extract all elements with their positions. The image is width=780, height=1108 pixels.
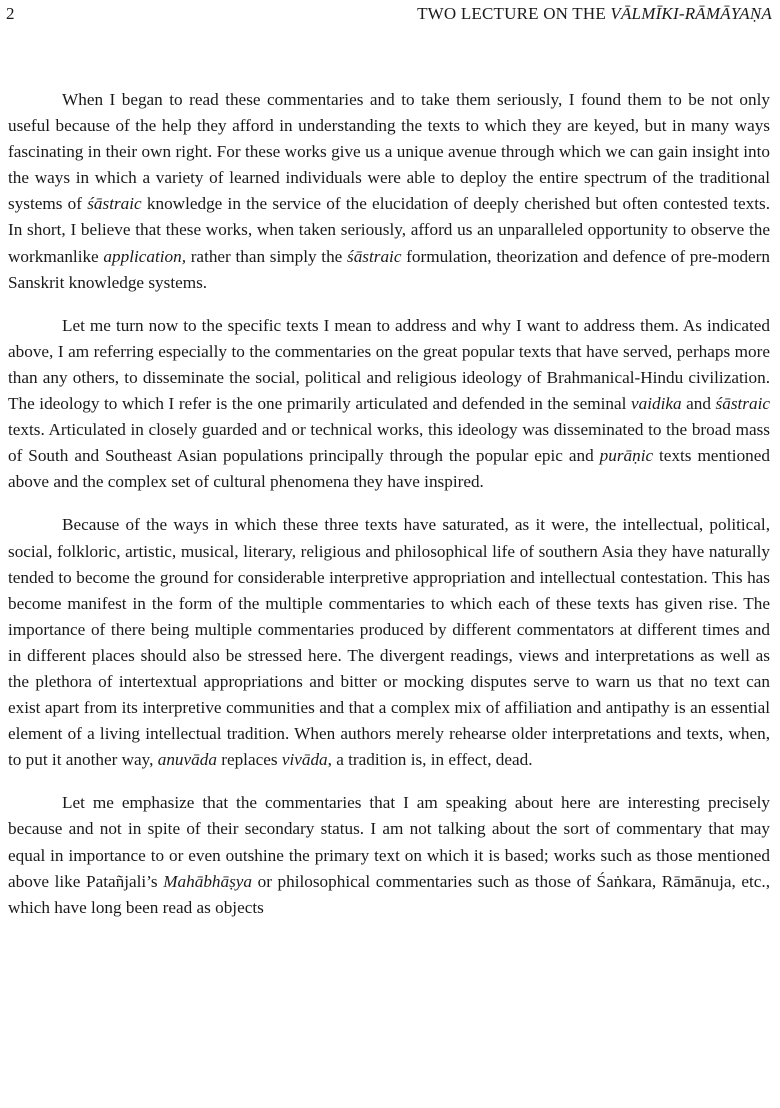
italic-term: anuvāda bbox=[157, 750, 217, 770]
text-segment: When I began to read these commentaries and to take them seriously, I found them to be not only useful because of the help they afford in understanding the texts to which they are keyed, but in many ways fascinating in their own right. For these works give us a unique avenue through which we can gain insight into the ways in which a variety of learned individuals were able to deploy the entire spectrum of the traditional systems of bbox=[8, 90, 770, 214]
italic-term: purāṇic bbox=[599, 446, 654, 466]
running-head-prefix: TWO LECTURE ON THE bbox=[417, 4, 611, 23]
text-segment: Because of the ways in which these three texts have saturated, as it were, the intellectual, political, social, folkloric, artistic, musical, literary, religious and philosophical life of southern Asia they have naturally tended to become the ground for considerable interpretive appropriation and intellectual contestation. This has become manifest in the form of the multiple commentaries to which each of these texts has given rise. The importance of there being multiple commentaries produced by different commentators at different times and in different places should also be stressed here. The divergent readings, views and interpretations as well as the plethora of intertextual appropriations and bitter or mocking disputes serve to warn us that no text can exist apart from its interpretive communities and that a complex mix of affiliation and antipathy is an essential element of a living intellectual tradition. When authors merely rehearse older interpretations and texts, when, to put it another way, bbox=[8, 515, 770, 770]
text-segment: knowledge in the service of the elucidation of deeply cherished but often contested texts. In short, I believe that these works, when taken seriously, afford us an unparalleled opportunity to observe the workmanlike bbox=[8, 194, 770, 266]
running-head bbox=[417, 2, 772, 26]
body-text bbox=[8, 87, 770, 938]
italic-term: śāstraic bbox=[715, 394, 770, 414]
text-segment: Let me turn now to the specific texts I mean to address and why I want to address them. As indicated above, I am referring especially to the commentaries on the great popular texts that have served, perhaps more than any others, to disseminate the social, political and religious ideology of Brahmanical-Hindu civilization. The ideology to which I refer is the one primarily articulated and defended in the seminal bbox=[8, 315, 770, 414]
italic-term: Mahābhāṣya bbox=[163, 871, 253, 891]
text-segment: and bbox=[681, 394, 716, 414]
text-segment: formulation, theorization and defence of pre-modern Sanskrit knowledge systems. bbox=[8, 246, 770, 292]
text-segment: texts mentioned above and the complex set of cultural phenomena they have inspired. bbox=[8, 446, 770, 492]
paragraph-1 bbox=[8, 87, 770, 296]
paragraph-4 bbox=[8, 790, 770, 920]
italic-term: vivāda bbox=[281, 750, 328, 770]
page-header bbox=[6, 2, 772, 26]
italic-term: vaidika bbox=[630, 394, 682, 414]
text-segment: , a tradition is, in effect, dead. bbox=[327, 750, 533, 770]
page-number: 2 bbox=[6, 4, 15, 23]
paragraph-2 bbox=[8, 313, 770, 496]
text-segment: texts. Articulated in closely guarded and or technical works, this ideology was disseminated to the broad mass of South and Southeast Asian populations principally through the popular epic and bbox=[8, 420, 770, 466]
italic-term: śāstraic bbox=[87, 194, 142, 214]
italic-term: śāstraic bbox=[347, 246, 402, 266]
text-segment: rather than simply the bbox=[186, 246, 348, 266]
running-head-title: VĀLMĪKI-RĀMĀYAṆA bbox=[610, 4, 772, 23]
text-segment: or philosophical commentaries such as those of Śaṅkara, Rāmānuja, etc., which have long been read as objects bbox=[8, 871, 770, 917]
text-segment: replaces bbox=[216, 750, 282, 770]
italic-term: application, bbox=[103, 246, 186, 266]
paragraph-3 bbox=[8, 512, 770, 773]
text-segment: Let me emphasize that the commentaries that I am speaking about here are interesting precisely because and not in spite of their secondary status. I am not talking about the sort of commentary that may equal in importance to or even outshine the primary text on which it is based; works such as those mentioned above like Patañjali’s bbox=[8, 793, 770, 891]
